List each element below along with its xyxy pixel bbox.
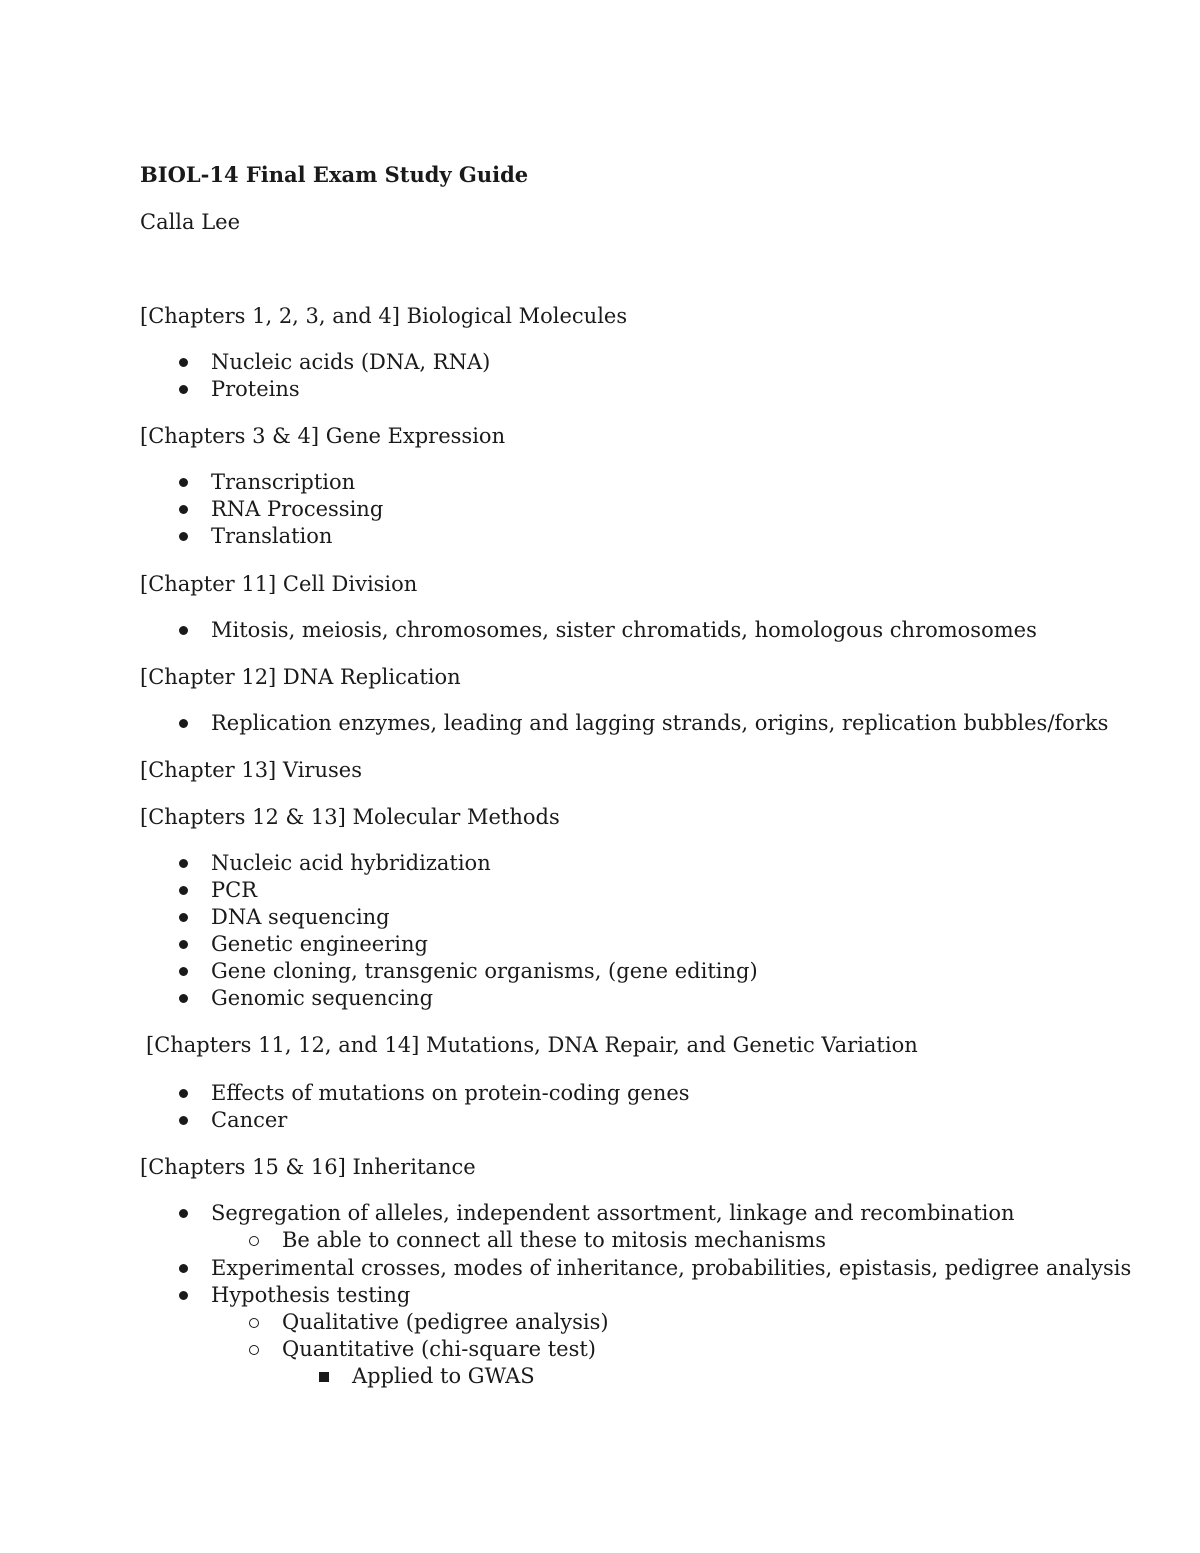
bullet-icon	[179, 358, 188, 367]
list-item: Proteins	[211, 377, 300, 401]
list-item: DNA sequencing	[211, 905, 390, 929]
bullet-icon	[179, 940, 188, 949]
list-item-sub: Quantitative (chi-square test)	[282, 1337, 596, 1361]
bullet-icon	[179, 1209, 188, 1218]
list-item: PCR	[211, 878, 258, 902]
bullet-icon	[179, 626, 188, 635]
list-item: Translation	[211, 524, 333, 548]
list-item: Transcription	[211, 470, 356, 494]
list-item-subsub: Applied to GWAS	[352, 1364, 535, 1388]
hollow-bullet-icon	[249, 1345, 259, 1355]
list-item: Effects of mutations on protein-coding genes	[211, 1081, 690, 1105]
section-heading-mutations: [Chapters 11, 12, and 14] Mutations, DNA Repair, and Genetic Variation	[146, 1033, 918, 1057]
hollow-bullet-icon	[249, 1236, 259, 1246]
square-bullet-icon	[319, 1372, 329, 1382]
bullet-icon	[179, 505, 188, 514]
list-item-sub: Qualitative (pedigree analysis)	[282, 1310, 609, 1334]
list-item: Mitosis, meiosis, chromosomes, sister chromatids, homologous chromosomes	[211, 618, 1037, 642]
list-item: Hypothesis testing	[211, 1283, 411, 1307]
section-heading-molecular-methods: [Chapters 12 & 13] Molecular Methods	[140, 805, 560, 829]
bullet-icon	[179, 1089, 188, 1098]
list-item: Cancer	[211, 1108, 288, 1132]
bullet-icon	[179, 1116, 188, 1125]
bullet-icon	[179, 859, 188, 868]
bullet-icon	[179, 385, 188, 394]
list-item: Gene cloning, transgenic organisms, (gene editing)	[211, 959, 758, 983]
document-title: BIOL-14 Final Exam Study Guide	[140, 162, 529, 187]
bullet-icon	[179, 1291, 188, 1300]
bullet-icon	[179, 532, 188, 541]
section-heading-dna-replication: [Chapter 12] DNA Replication	[140, 665, 461, 689]
section-heading-inheritance: [Chapters 15 & 16] Inheritance	[140, 1155, 476, 1179]
bullet-icon	[179, 1264, 188, 1273]
author-name: Calla Lee	[140, 210, 241, 234]
bullet-icon	[179, 886, 188, 895]
list-item: Segregation of alleles, independent assortment, linkage and recombination	[211, 1201, 1015, 1225]
bullet-icon	[179, 478, 188, 487]
section-heading-viruses: [Chapter 13] Viruses	[140, 758, 362, 782]
list-item: Nucleic acid hybridization	[211, 851, 491, 875]
bullet-icon	[179, 994, 188, 1003]
list-item: Genetic engineering	[211, 932, 428, 956]
section-heading-biological-molecules: [Chapters 1, 2, 3, and 4] Biological Molecules	[140, 304, 628, 328]
list-item: Experimental crosses, modes of inheritance, probabilities, epistasis, pedigree analysis	[211, 1256, 1132, 1280]
bullet-icon	[179, 719, 188, 728]
bullet-icon	[179, 967, 188, 976]
list-item: Genomic sequencing	[211, 986, 434, 1010]
bullet-icon	[179, 913, 188, 922]
section-heading-gene-expression: [Chapters 3 & 4] Gene Expression	[140, 424, 506, 448]
hollow-bullet-icon	[249, 1318, 259, 1328]
list-item-sub: Be able to connect all these to mitosis mechanisms	[282, 1228, 827, 1252]
list-item: Nucleic acids (DNA, RNA)	[211, 350, 491, 374]
list-item: Replication enzymes, leading and lagging strands, origins, replication bubbles/forks	[211, 711, 1109, 735]
list-item: RNA Processing	[211, 497, 384, 521]
section-heading-cell-division: [Chapter 11] Cell Division	[140, 572, 418, 596]
